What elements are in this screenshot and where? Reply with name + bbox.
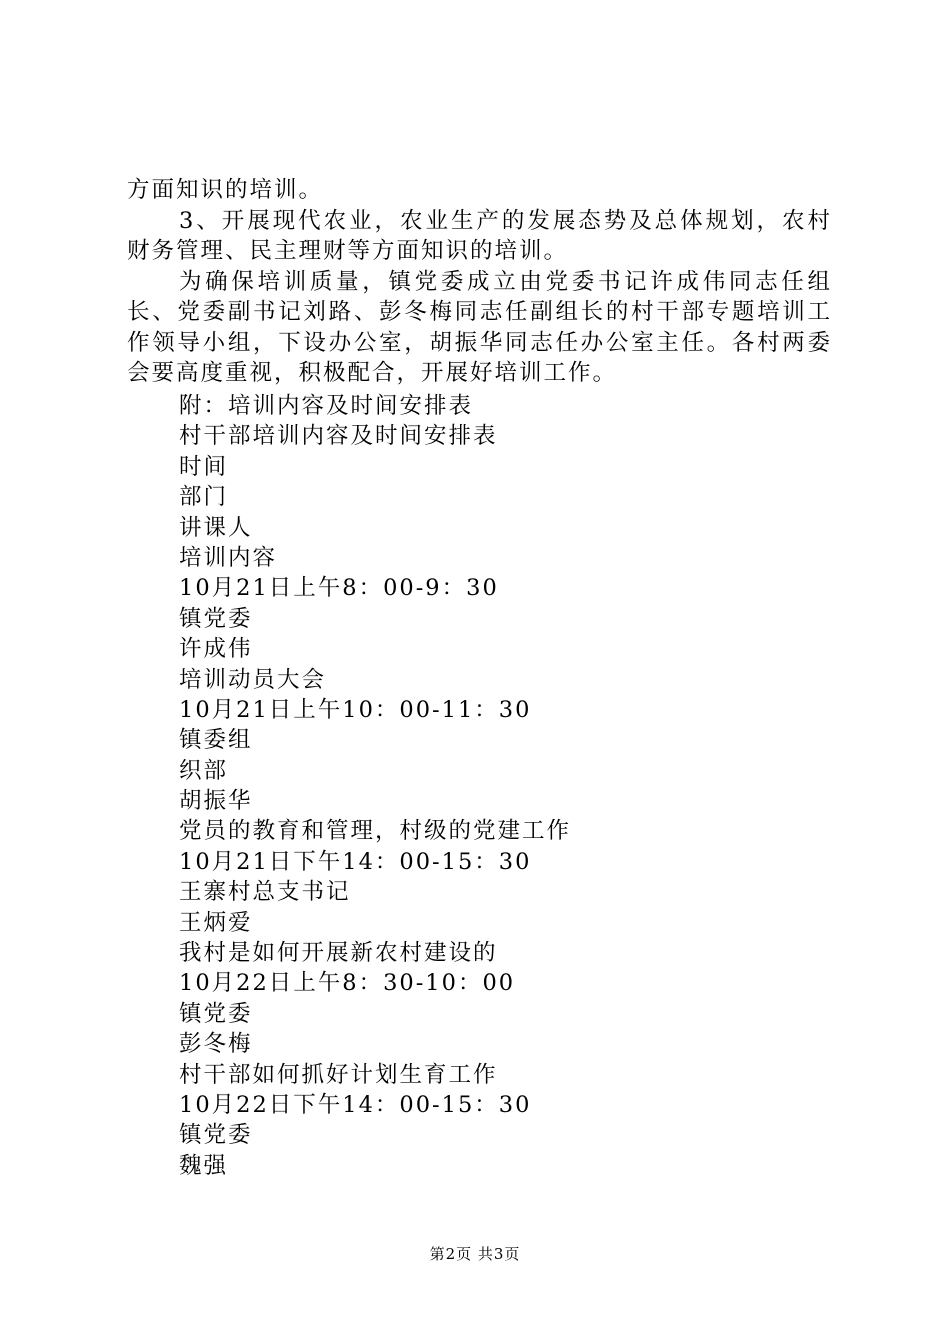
- row1-content: 培训动员大会: [179, 666, 327, 693]
- row3-content: 我村是如何开展新农村建设的: [179, 940, 498, 967]
- paragraph-continuation: 方面知识的培训。: [127, 177, 324, 203]
- paragraph-item-3: 3、开展现代农业，农业生产的发展态势及总体规划，农村财务管理、民主理财等方面知识的培训。: [127, 208, 832, 265]
- row3-time: 10月21日下午14：00-15：30: [179, 848, 532, 875]
- page-footer: 第2页 共3页: [429, 1245, 521, 1263]
- row4-content: 村干部如何抓好计划生育工作: [179, 1061, 498, 1088]
- row5-lecturer: 魏强: [179, 1152, 229, 1179]
- row2-lecturer: 胡振华: [179, 788, 253, 815]
- header-time: 时间: [179, 453, 229, 480]
- row4-time: 10月22日上午8：30-10：00: [179, 970, 516, 997]
- row2-content: 党员的教育和管理，村级的党建工作: [179, 818, 572, 845]
- header-content: 培训内容: [179, 544, 278, 571]
- header-department: 部门: [179, 484, 229, 511]
- attachment-line: 附：培训内容及时间安排表: [179, 393, 474, 419]
- schedule-title: 村干部培训内容及时间安排表: [179, 423, 498, 450]
- row4-department: 镇党委: [179, 1000, 253, 1027]
- row2-time: 10月21日上午10：00-11：30: [179, 696, 532, 723]
- row1-time: 10月21日上午8：00-9：30: [179, 575, 499, 602]
- row3-department: 王寨村总支书记: [179, 879, 351, 906]
- row3-lecturer: 王炳爱: [179, 909, 253, 936]
- row1-department: 镇党委: [179, 605, 253, 632]
- header-lecturer: 讲课人: [179, 514, 253, 541]
- row1-lecturer: 许成伟: [179, 636, 253, 663]
- schedule-lines: [179, 391, 829, 1181]
- row2-department-part2: 织部: [179, 757, 229, 784]
- row4-lecturer: 彭冬梅: [179, 1031, 253, 1058]
- paragraph-training-quality: 为确保培训质量，镇党委成立由党委书记许成伟同志任组长、党委副书记刘路、彭冬梅同志任副组长的村干部专题培训工作领导小组，下设办公室，胡振华同志任办公室主任。各村两委会要高度重视，积极配合，开展好培训工作。: [127, 269, 832, 387]
- row5-department: 镇党委: [179, 1122, 253, 1149]
- row5-time: 10月22日下午14：00-15：30: [179, 1091, 532, 1118]
- row2-department-part1: 镇委组: [179, 727, 253, 754]
